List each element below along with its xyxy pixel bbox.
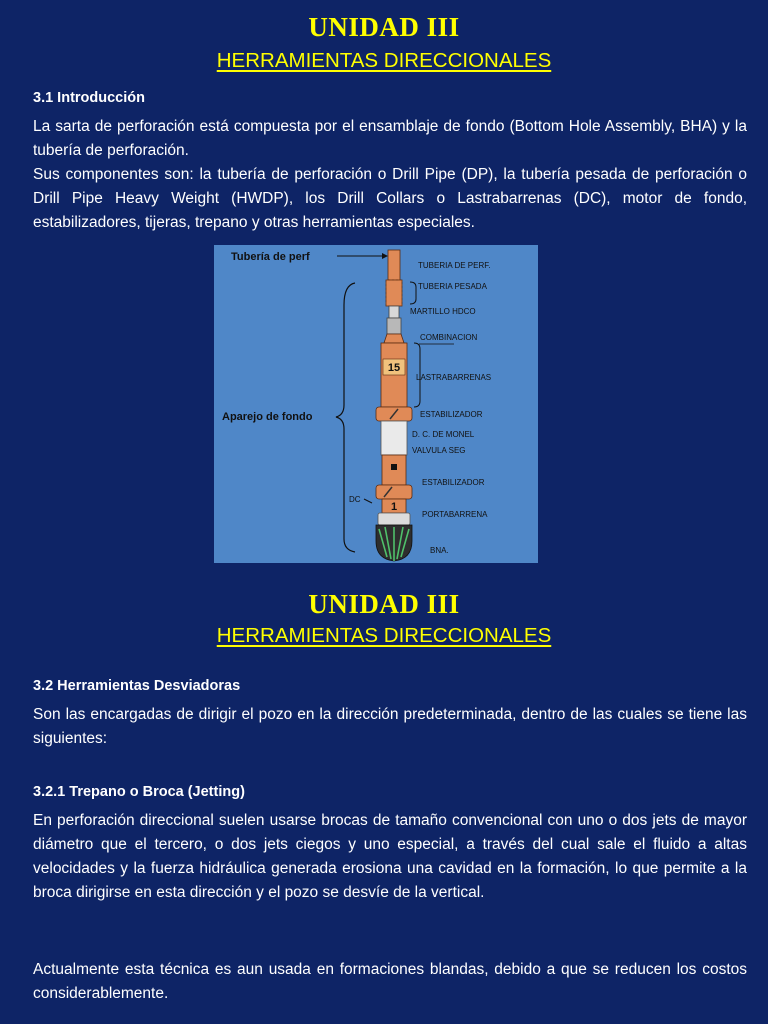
- heavy-weight-pipe: [386, 280, 402, 306]
- drill-pipe: [388, 250, 400, 280]
- crossover: [384, 334, 404, 343]
- unit-title-2: UNIDAD III: [308, 589, 460, 619]
- subtitle-2-text: HERRAMIENTAS DIRECCIONALES: [216, 624, 552, 647]
- valve-marker: [391, 464, 397, 470]
- intro-paragraph: La sarta de perforación está compuesta por el ensamblaje de fondo (Bottom Hole Assembly, BHA) y la tubería de perforación.: [33, 118, 747, 159]
- mark-1: 1: [390, 501, 398, 513]
- component-label: TUBERIA PESADA: [418, 282, 487, 291]
- unit-title: UNIDAD III: [308, 12, 460, 42]
- arrow-head: [382, 253, 388, 259]
- components-paragraph: Sus componentes son: la tubería de perforación o Drill Pipe (DP), la tubería pesada de perforación o Drill Pipe Heavy Weight (HWDP), los Drill Collars o Lastrabarrenas (DC), motor de fondo, estabilizadores, tijeras, trepano y otras herramientas especiales.: [33, 166, 747, 231]
- mark-15: 15: [387, 362, 401, 374]
- component-label: ESTABILIZADOR: [420, 410, 483, 419]
- stabilizer-lower: [376, 485, 412, 499]
- component-label: LASTRABARRENAS: [416, 373, 492, 382]
- label-tuberia-perf: Tubería de perf: [231, 251, 310, 263]
- section-heading-2: 3.2 Herramientas Desviadoras: [33, 678, 241, 694]
- component-label: ESTABILIZADOR: [422, 478, 485, 487]
- bracket-heavy-weight: [410, 282, 416, 304]
- label-aparejo-fondo: Aparejo de fondo: [222, 411, 313, 423]
- jar-body: [387, 318, 401, 334]
- dc-pointer: [364, 499, 372, 503]
- subtitle-2: [0, 624, 768, 648]
- subsection-heading: 3.2.1 Trepano o Broca (Jetting): [33, 784, 245, 800]
- component-label: TUBERIA DE PERF.: [418, 261, 491, 270]
- monel-collar: [381, 421, 407, 455]
- component-label: VALVULA SEG: [412, 446, 466, 455]
- subtitle: [0, 49, 768, 73]
- component-label: MARTILLO HDCO: [410, 307, 476, 316]
- bha-diagram: [214, 245, 538, 563]
- deviating-tools-paragraph: Son las encargadas de dirigir el pozo en la dirección predeterminada, dentro de las cuales se tiene las siguientes:: [33, 706, 747, 747]
- current-use-paragraph: Actualmente esta técnica es aun usada en formaciones blandas, debido a que se reducen los costos considerablemente.: [33, 961, 747, 1002]
- left-brace: [336, 283, 355, 552]
- section-heading: 3.1 Introducción: [33, 90, 145, 106]
- label-dc: DC: [349, 495, 361, 504]
- component-label: BNA.: [430, 546, 449, 555]
- drill-string-illustration: [214, 245, 538, 563]
- bit-sub-lower: [378, 513, 410, 525]
- subtitle-text: HERRAMIENTAS DIRECCIONALES: [216, 49, 552, 72]
- component-label: PORTABARRENA: [422, 510, 488, 519]
- jetting-paragraph: En perforación direccional suelen usarse brocas de tamaño convencional con uno o dos jets de mayor diámetro que el tercero, o dos jets ciegos y uno especial, a través del cual sale el fluido a altas velocidades y la fuerza hidráulica generada erosiona una cavidad en la formación, lo que permite a la broca dirigirse en esta dirección y el pozo se desvíe de la vertical.: [33, 812, 747, 901]
- jar: [389, 306, 399, 318]
- component-label: COMBINACION: [420, 333, 478, 342]
- component-label: D. C. DE MONEL: [412, 430, 475, 439]
- component-labels: [410, 261, 491, 555]
